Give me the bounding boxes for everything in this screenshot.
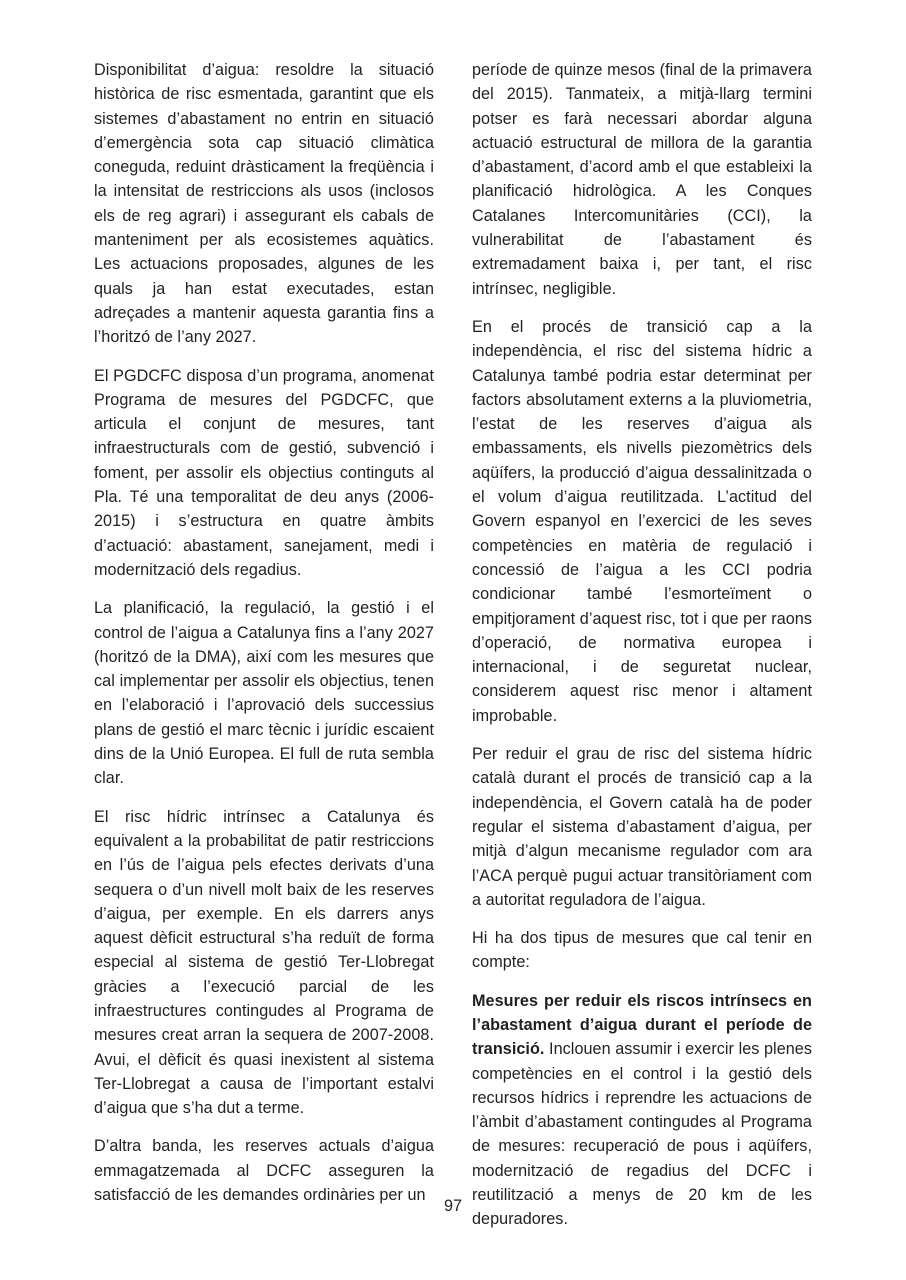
paragraph: període de quinze mesos (final de la primavera del 2015). Tanmateix, a mitjà-llarg termini potser es farà necessari abordar alguna actuació estructural de millora de la garantia d’abastament, d’acord amb el que estableixi la planificació hidrològica. A les Conques Catalanes Intercomunitàries (CCI), la vulnerabilitat de l’abastament és extremadament baixa i, per tant, el risc intrínsec, negligible. [472,61,812,298]
paragraph: Hi ha dos tipus de mesures que cal tenir en compte: [472,929,812,972]
paragraph: El risc hídric intrínsec a Catalunya és equivalent a la probabilitat de patir restriccions en l’ús de l’aigua pels efectes derivats d’una sequera o d’un nivell molt baix de les reserves d’aigua, per exemple. En els darrers anys aquest dèficit estructural s’ha reduït de forma especial al sistema de gestió Ter-Llobregat gràcies a l’execució parcial de les infraestructures contingudes al Programa de mesures creat arran la sequera de 2007-2008. Avui, el dèficit és quasi inexistent al sistema Ter-Llobregat a causa de l’important estalvi d’aigua que s’ha dut a terme. [94,807,434,1118]
paragraph: D’altra banda, les reserves actuals d’aigua emmagatzemada al DCFC asseguren la satisfacció de les demandes ordinàries per un [94,1137,434,1205]
right-column [472,58,812,1229]
page-number: 97 [443,1197,462,1215]
paragraph-body-text: Inclouen assumir i exercir les plenes competències en el control i la gestió dels recursos hídrics i reprendre les actuacions de l’àmbit d’abastament contingudes al Programa de mesures: recuperació de pous i aqüífers, modernització de regadius del DCFC i reutilització a menys de 20 km de les depuradores. [472,1040,812,1229]
paragraph: La planificació, la regulació, la gestió i el control de l’aigua a Catalunya fins a l’any 2027 (horitzó de la DMA), així com les mesures que cal implementar per assolir els objectius, tenen en l’elaboració i l’aprovació dels successius plans de gestió el marc tècnic i jurídic escaient dins de la Unió Europea. El full de ruta sembla clar. [94,599,434,788]
paragraph: El PGDCFC disposa d’un programa, anomenat Programa de mesures del PGDCFC, que articula el conjunt de mesures, tant infraestructurals com de gestió, subvenció i foment, per assolir els objectius continguts al Pla. Té una temporalitat de deu anys (2006-2015) i s’estructura en quatre àmbits d’actuació: abastament, sanejament, medi i modernització dels regadius. [94,366,434,579]
paragraph: En el procés de transició cap a la independència, el risc del sistema hídric a Catalunya també podria estar determinat per factors absolutament externs a la pluviometria, l’estat de les reserves d’aigua als embassaments, els nivells piezomètrics dels aqüífers, la producció d’aigua dessalinitzada o el volum d’aigua reutilitzada. L’actitud del Govern espanyol en l’exercici de les seves competències en matèria de regulació i concessió de l’aigua a les CCI podria condicionar també l’esmorteïment o empitjorament d’aquest risc, tot i que per raons d’operació, de normativa europea i internacional, i de seguretat nuclear, considerem aquest risc menor i altament improbable. [472,317,812,725]
paragraph: Disponibilitat d’aigua: resoldre la situació històrica de risc esmentada, garantint que els sistemes d’abastament no entrin en situació d’emergència sota cap situació climàtica coneguda, reduint dràsticament la freqüència i la intensitat de restriccions als usos (inclosos els de reg agrari) i assegurant els cabals de manteniment per als ecosistemes aquàtics. Les actuacions proposades, algunes de les quals ja han estat executades, estan adreçades a mantenir aquesta garantia fins a l’horitzó de l’any 2027. [94,61,434,347]
paragraph: Per reduir el grau de risc del sistema hídric català durant el procés de transició cap a la independència, el Govern català ha de poder regular el sistema d’abastament d’aigua, per mitjà d’algun mecanisme regulador com ara l’ACA perquè pugui actuar transitòriament com a autoritat reguladora de l’aigua. [472,745,812,909]
bold-lead-in-text: Mesures per reduir els riscos intrínsecs en l’abastament d’aigua durant el període de transició. [472,991,812,1059]
left-column [94,58,434,1205]
